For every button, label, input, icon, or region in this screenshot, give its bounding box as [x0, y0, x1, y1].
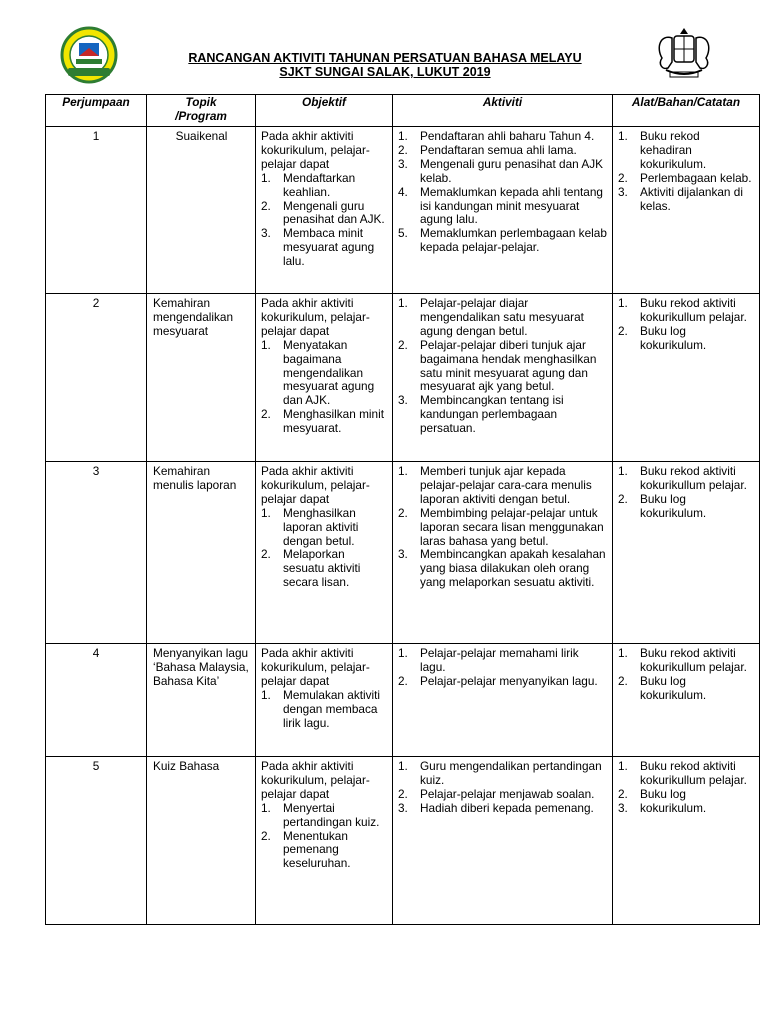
topic-text: Kuiz Bahasa: [153, 759, 220, 773]
topic-text: Menyanyikan lagu ‘Bahasa Malaysia, Bahasa Kita’: [153, 646, 249, 688]
table-row: [46, 757, 760, 925]
list-item-text: Pelajar-pelajar memahami lirik lagu.: [420, 646, 579, 674]
list-item: [398, 507, 607, 549]
list-item: [618, 788, 754, 802]
column-header-perjumpaan: Perjumpaan: [46, 95, 147, 127]
materials-cell: [613, 644, 760, 757]
list-item: [398, 130, 607, 144]
column-header-aktiviti: Aktiviti: [393, 95, 613, 127]
list-number: 2.: [261, 198, 271, 213]
objectives-list: [261, 507, 387, 590]
list-number: 2.: [398, 505, 408, 520]
list-item-text: Buku rekod kehadiran kokurikulum.: [640, 129, 707, 171]
list-item: [618, 325, 754, 353]
meeting-number-cell: [46, 294, 147, 462]
list-number: 1.: [398, 296, 408, 310]
column-header-alat-bahan: Alat/Bahan/Catatan: [613, 95, 760, 127]
meeting-number: 1: [92, 129, 100, 143]
materials-list: [618, 465, 754, 521]
list-item: [618, 172, 754, 186]
objectives-list: [261, 172, 387, 269]
list-item: [398, 675, 607, 689]
list-item: [398, 339, 607, 395]
list-item-text: Buku rekod aktiviti kokurikullum pelajar.: [640, 646, 747, 674]
list-item: [618, 802, 754, 816]
activities-list: [398, 760, 607, 816]
list-item: [398, 548, 607, 590]
list-number: 1.: [398, 646, 408, 660]
list-item: [261, 408, 387, 436]
list-item-text: Buku rekod aktiviti kokurikullum pelajar.: [640, 759, 747, 787]
list-item-text: Pendaftaran semua ahli lama.: [420, 142, 577, 157]
list-item: [398, 144, 607, 158]
list-item-text: Menyertai pertandingan kuiz.: [283, 800, 380, 829]
list-item-text: Buku log: [640, 786, 686, 801]
meeting-number-cell: [46, 757, 147, 925]
meeting-number: 2: [92, 296, 100, 310]
list-item-text: Pelajar-pelajar menjawab soalan.: [420, 786, 595, 801]
activities-list: [398, 130, 607, 255]
objectives-cell: [256, 127, 393, 294]
activities-cell: [393, 294, 613, 462]
list-item: [618, 130, 754, 172]
list-item-text: Menghasilkan minit mesyuarat.: [283, 407, 384, 436]
list-number: 5.: [398, 226, 408, 241]
topic-cell: [147, 294, 256, 462]
list-item-text: Membincangkan tentang isi kandungan perlembagaan persatuan.: [420, 393, 564, 436]
list-item: [261, 200, 387, 228]
list-number: 1.: [261, 337, 271, 352]
list-number: 2.: [618, 170, 628, 185]
list-number: 2.: [398, 142, 408, 157]
list-item: [398, 788, 607, 802]
column-header-topik: [147, 95, 256, 127]
meeting-number-cell: [46, 462, 147, 644]
list-number: 1.: [618, 646, 628, 660]
list-item-text: Menyatakan bagaimana mengendalikan mesyuarat agung dan AJK.: [283, 337, 375, 408]
list-number: 1.: [618, 464, 628, 478]
list-item: [261, 830, 387, 872]
column-header-objektif: Objektif: [256, 95, 393, 127]
list-number: 3.: [398, 156, 408, 171]
list-item: [618, 493, 754, 521]
objectives-cell: [256, 644, 393, 757]
list-item: [618, 675, 754, 703]
list-item: [618, 760, 754, 788]
list-item-text: Pendaftaran ahli baharu Tahun 4.: [420, 129, 595, 143]
topic-cell: [147, 127, 256, 294]
list-item: [261, 548, 387, 590]
meeting-number: 4: [92, 646, 100, 660]
list-item-text: Menentukan pemenang keseluruhan.: [283, 828, 351, 871]
table-row: [46, 462, 760, 644]
list-item: [398, 465, 607, 507]
list-item-text: Buku log kokurikulum.: [640, 491, 707, 520]
activities-cell: [393, 644, 613, 757]
title-line-1: RANCANGAN AKTIVITI TAHUNAN PERSATUAN BAHASA MELAYU: [188, 51, 582, 65]
list-number: 2.: [618, 323, 628, 338]
list-number: 3.: [398, 800, 408, 815]
list-item: [398, 158, 607, 186]
materials-cell: [613, 462, 760, 644]
meeting-number-cell: [46, 127, 147, 294]
column-header-topik-text: Topik /Program: [175, 95, 227, 123]
list-item-text: Membincangkan apakah kesalahan yang biasa dilakukan oleh orang yang melaporkan sesuatu aktiviti.: [420, 547, 606, 590]
topic-cell: [147, 644, 256, 757]
list-item-text: kokurikulum.: [640, 800, 707, 815]
materials-list: [618, 297, 754, 353]
list-item-text: Pelajar-pelajar menyanyikan lagu.: [420, 673, 598, 688]
malaysia-coat-of-arms-logo: [652, 24, 716, 82]
topic-cell: [147, 462, 256, 644]
list-number: 2.: [398, 786, 408, 801]
materials-cell: [613, 757, 760, 925]
list-item-text: Membimbing pelajar-pelajar untuk laporan secara lisan menggunakan laras bahasa yang betul.: [420, 505, 604, 548]
list-item-text: Buku rekod aktiviti kokurikullum pelajar.: [640, 296, 747, 324]
list-item-text: Buku log kokurikulum.: [640, 323, 707, 352]
list-number: 1.: [398, 759, 408, 773]
list-number: 1.: [618, 129, 628, 143]
topic-text: Kemahiran menulis laporan: [153, 464, 237, 492]
list-item: [398, 802, 607, 816]
objectives-list: [261, 802, 387, 872]
meeting-number: 3: [92, 464, 100, 478]
list-number: 2.: [618, 786, 628, 801]
materials-cell: [613, 127, 760, 294]
list-item-text: Memaklumkan perlembagaan kelab kepada pelajar-pelajar.: [420, 226, 607, 255]
list-item: [261, 172, 387, 200]
activities-list: [398, 297, 607, 436]
list-item: [618, 647, 754, 675]
list-item-text: Pelajar-pelajar diajar mengendalikan satu mesyuarat agung dengan betul.: [420, 296, 584, 338]
list-item: [398, 647, 607, 675]
list-number: 2.: [398, 673, 408, 688]
list-number: 2.: [618, 491, 628, 506]
table-row: [46, 644, 760, 757]
list-number: 1.: [261, 800, 271, 815]
title-line-2: SJKT SUNGAI SALAK, LUKUT 2019: [279, 65, 491, 79]
list-item-text: Guru mengendalikan pertandingan kuiz.: [420, 759, 602, 787]
table-row: [46, 127, 760, 294]
list-item: [618, 186, 754, 214]
list-item: [398, 227, 607, 255]
list-number: 4.: [398, 184, 408, 199]
list-item-text: Pelajar-pelajar diberi tunjuk ajar bagaimana hendak menghasilkan satu minit mesyuarat agung dan mesyuarat ajk yang betul.: [420, 337, 597, 394]
objectives-list: [261, 689, 387, 731]
list-number: 1.: [261, 170, 271, 185]
list-item-text: Mengenali guru penasihat dan AJK kelab.: [420, 156, 603, 185]
activities-list: [398, 647, 607, 689]
document-title: [130, 51, 640, 79]
list-item-text: Perlembagaan kelab.: [640, 170, 752, 185]
list-number: 1.: [398, 464, 408, 478]
list-item: [398, 760, 607, 788]
objectives-cell: [256, 462, 393, 644]
list-number: 2.: [398, 337, 408, 352]
list-item: [261, 802, 387, 830]
document-header: [0, 0, 768, 92]
activity-plan-table: [45, 94, 760, 925]
activities-cell: [393, 462, 613, 644]
list-item: [618, 465, 754, 493]
list-item-text: Buku log kokurikulum.: [640, 673, 707, 702]
list-item-text: Memberi tunjuk ajar kepada pelajar-pelajar cara-cara menulis laporan aktiviti dengan betul.: [420, 464, 592, 506]
list-number: 3.: [398, 547, 408, 562]
table-row: [46, 294, 760, 462]
list-number: 2.: [261, 547, 271, 562]
objectives-intro: Pada akhir aktiviti kokurikulum, pelajar-pelajar dapat: [261, 464, 370, 506]
list-item-text: Memulakan aktiviti dengan membaca lirik lagu.: [283, 687, 381, 730]
list-item: [261, 339, 387, 409]
topic-cell: [147, 757, 256, 925]
activities-list: [398, 465, 607, 590]
materials-list: [618, 647, 754, 703]
list-item: [398, 186, 607, 228]
list-item: [261, 227, 387, 269]
objectives-intro: Pada akhir aktiviti kokurikulum, pelajar-pelajar dapat: [261, 759, 370, 801]
objectives-cell: [256, 757, 393, 925]
objectives-cell: [256, 294, 393, 462]
school-crest-logo: [60, 26, 118, 84]
topic-text: Suaikenal: [175, 129, 228, 143]
list-item-text: Hadiah diberi kepada pemenang.: [420, 800, 594, 815]
materials-list: [618, 130, 754, 213]
list-item-text: Membaca minit mesyuarat agung lalu.: [283, 226, 375, 269]
list-number: 2.: [261, 407, 271, 422]
objectives-intro: Pada akhir aktiviti kokurikulum, pelajar-pelajar dapat: [261, 296, 370, 338]
topic-text: Kemahiran mengendalikan mesyuarat: [153, 296, 234, 338]
list-number: 3.: [618, 184, 628, 199]
list-item-text: Menghasilkan laporan aktiviti dengan betul.: [283, 505, 359, 548]
list-item-text: Mengenali guru penasihat dan AJK.: [283, 198, 385, 227]
meeting-number-cell: [46, 644, 147, 757]
list-number: 1.: [618, 759, 628, 773]
list-item-text: Aktiviti dijalankan di kelas.: [640, 184, 743, 213]
list-number: 3.: [398, 393, 408, 408]
list-number: 3.: [618, 800, 628, 815]
list-item-text: Memaklumkan kepada ahli tentang isi kandungan minit mesyuarat agung lalu.: [420, 184, 603, 227]
list-item: [398, 394, 607, 436]
list-item: [261, 507, 387, 549]
list-item-text: Melaporkan sesuatu aktiviti secara lisan.: [283, 547, 361, 590]
objectives-list: [261, 339, 387, 436]
list-item: [398, 297, 607, 339]
table-header-row: [46, 95, 760, 127]
list-item-text: Mendaftarkan keahlian.: [283, 170, 356, 199]
list-number: 1.: [261, 505, 271, 520]
list-number: 3.: [261, 226, 271, 241]
list-item: [261, 689, 387, 731]
list-number: 2.: [261, 828, 271, 843]
activities-cell: [393, 127, 613, 294]
objectives-intro: Pada akhir aktiviti kokurikulum, pelajar-pelajar dapat: [261, 129, 370, 171]
materials-cell: [613, 294, 760, 462]
list-number: 1.: [618, 296, 628, 310]
list-number: 1.: [398, 129, 408, 143]
meeting-number: 5: [92, 759, 100, 773]
list-item-text: Buku rekod aktiviti kokurikullum pelajar.: [640, 464, 747, 492]
list-number: 1.: [261, 687, 271, 702]
list-number: 2.: [618, 673, 628, 688]
activities-cell: [393, 757, 613, 925]
list-item: [618, 297, 754, 325]
materials-list: [618, 760, 754, 816]
objectives-intro: Pada akhir aktiviti kokurikulum, pelajar-pelajar dapat: [261, 646, 370, 688]
